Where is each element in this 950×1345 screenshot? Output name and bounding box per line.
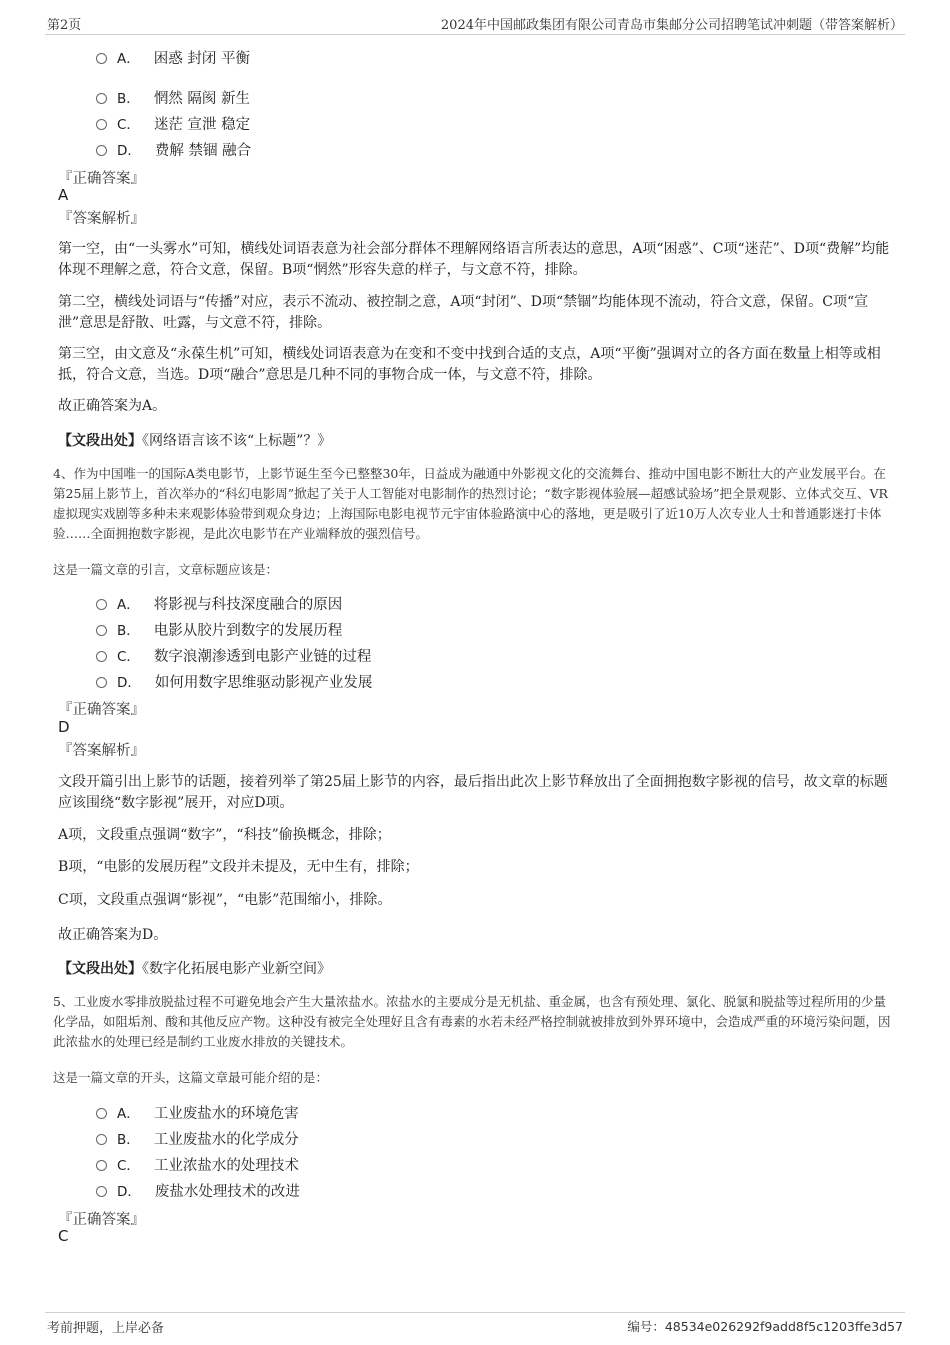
q3-option-c[interactable]: C． 迷茫 宣泄 稳定 [96,113,250,135]
radio-icon[interactable] [96,1134,107,1145]
q3-answer: A [58,186,69,204]
q3-analysis-1: 第一空，由“一头雾水”可知，横线处词语表意为社会部分群体不理解网络语言所表达的意思，A项“困惑”、C项“迷茫”、D项“费解”均能体现不理解之意，符合文意，保留。B项“惘然”形容失意的样子，与文意不符，排除。 [58,241,890,278]
q3-option-b[interactable]: B． 惘然 隔阂 新生 [96,87,250,109]
q4-option-b[interactable]: B． 电影从胶片到数字的发展历程 [96,619,342,641]
page-number: 第2页 [47,18,82,33]
q4-analysis-3: B项，“电影的发展历程”文段并未提及，无中生有，排除； [58,859,419,875]
q4-analysis-1: 文段开篇引出上影节的话题，接着列举了第25届上影节的内容，最后指出此次上影节释放出了全面拥抱数字影视的信号，故文章的标题应该围绕“数字影视”展开，对应D项。 [58,774,888,811]
radio-icon[interactable] [96,93,107,104]
q4-analysis-2: A项，文段重点强调“数字”，“科技”偷换概念，排除； [58,827,391,843]
q5-prompt: 这是一篇文章的开头，这篇文章最可能介绍的是： [53,1070,329,1085]
q3-analysis-2: 第二空，横线处词语与“传播”对应，表示不流动、被控制之意，A项“封闭”、D项“禁锢”均能体现不流动，符合文意，保留。C项“宣泄”意思是舒散、吐露，与文意不符，排除。 [58,294,869,331]
q5-question-text: 5、工业废水零排放脱盐过程不可避免地会产生大量浓盐水。浓盐水的主要成分是无机盐、重金属，也含有预处理、氯化、脱氯和脱盐等过程所用的少量化学品，如阻垢剂、酸和其他反应产物。这种没有被完全处理好且含有毒素的水若未经严格控制就被排放到外界环境中，会造成严重的环境污染问题，因此浓盐水的处理已经是制约工业废水排放的关键技术。 [53,994,891,1049]
q3-option-a[interactable]: A． 困惑 封闭 平衡 [96,47,250,69]
radio-icon[interactable] [96,677,107,688]
page-header [45,14,905,35]
radio-icon[interactable] [96,651,107,662]
q4-question-text: 4、作为中国唯一的国际A类电影节，上影节诞生至今已整整30年，日益成为融通中外影视文化的交流舞台、推动中国电影不断壮大的产业发展平台。在第25届上影节上，首次举办的“科幻电影周”掀起了关于人工智能对电影制作的热烈讨论；“数字影视体验展—超感试验场”把全景观影、立体式交互、VR虚拟现实戏剧等多种未来观影体验带到观众身边；上海国际电影电视节元宇宙体验路演中心的落地，更是吸引了近10万人次专业人士和普通影迷打卡体验……全面拥抱数字影视，是此次电影节在产业端释放的强烈信号。 [53,466,888,541]
q4-source: 【文段出处】《数字化拓展电影产业新空间》 [58,961,331,977]
q4-analysis-4: C项，文段重点强调“影视”，“电影”范围缩小，排除。 [58,892,392,908]
radio-icon[interactable] [96,1186,107,1197]
q3-source: 【文段出处】《网络语言该不该“上标题”？》 [58,433,332,449]
q5-answer: C [58,1227,69,1245]
q4-option-c[interactable]: C． 数字浪潮渗透到电影产业链的过程 [96,645,371,667]
q3-analysis-4: 故正确答案为A。 [58,398,167,414]
document-title: 2024年中国邮政集团有限公司青岛市集邮分公司招聘笔试冲刺题（带答案解析） [440,18,903,33]
q3-analysis-3: 第三空，由文意及“永葆生机”可知，横线处词语表意为在变和不变中找到合适的支点，A项“平衡”强调对立的各方面在数量上相等或相抵，符合文意，当选。D项“融合”意思是几种不同的事物合成一体，与文意不符，排除。 [58,346,881,383]
q5-option-a[interactable]: A． 工业废盐水的环境危害 [96,1102,299,1124]
radio-icon[interactable] [96,53,107,64]
q5-option-c[interactable]: C． 工业浓盐水的处理技术 [96,1154,299,1176]
q3-option-d[interactable]: D． 费解 禁锢 融合 [96,139,251,161]
q4-analysis-5: 故正确答案为D。 [58,927,168,943]
radio-icon[interactable] [96,599,107,610]
q4-prompt: 这是一篇文章的引言，文章标题应该是： [53,562,279,577]
page-footer [45,1312,905,1338]
radio-icon[interactable] [96,625,107,636]
q4-analysis-label: 『答案解析』 [58,743,145,759]
radio-icon[interactable] [96,1160,107,1171]
q4-answer-label: 『正确答案』 [58,702,145,718]
q4-option-a[interactable]: A． 将影视与科技深度融合的原因 [96,593,342,615]
q4-option-d[interactable]: D． 如何用数字思维驱动影视产业发展 [96,671,372,693]
q5-answer-label: 『正确答案』 [58,1212,145,1228]
radio-icon[interactable] [96,145,107,156]
radio-icon[interactable] [96,1108,107,1119]
q3-answer-label: 『正确答案』 [58,171,145,187]
footer-slogan: 考前押题，上岸必备 [47,1321,165,1336]
q4-answer: D [58,718,70,736]
q5-option-b[interactable]: B． 工业废盐水的化学成分 [96,1128,299,1150]
radio-icon[interactable] [96,119,107,130]
q3-analysis-label: 『答案解析』 [58,211,145,227]
document-id: 编号：48534e026292f9add8f5c1203ffe3d57 [627,1319,903,1334]
q5-option-d[interactable]: D． 废盐水处理技术的改进 [96,1180,300,1202]
